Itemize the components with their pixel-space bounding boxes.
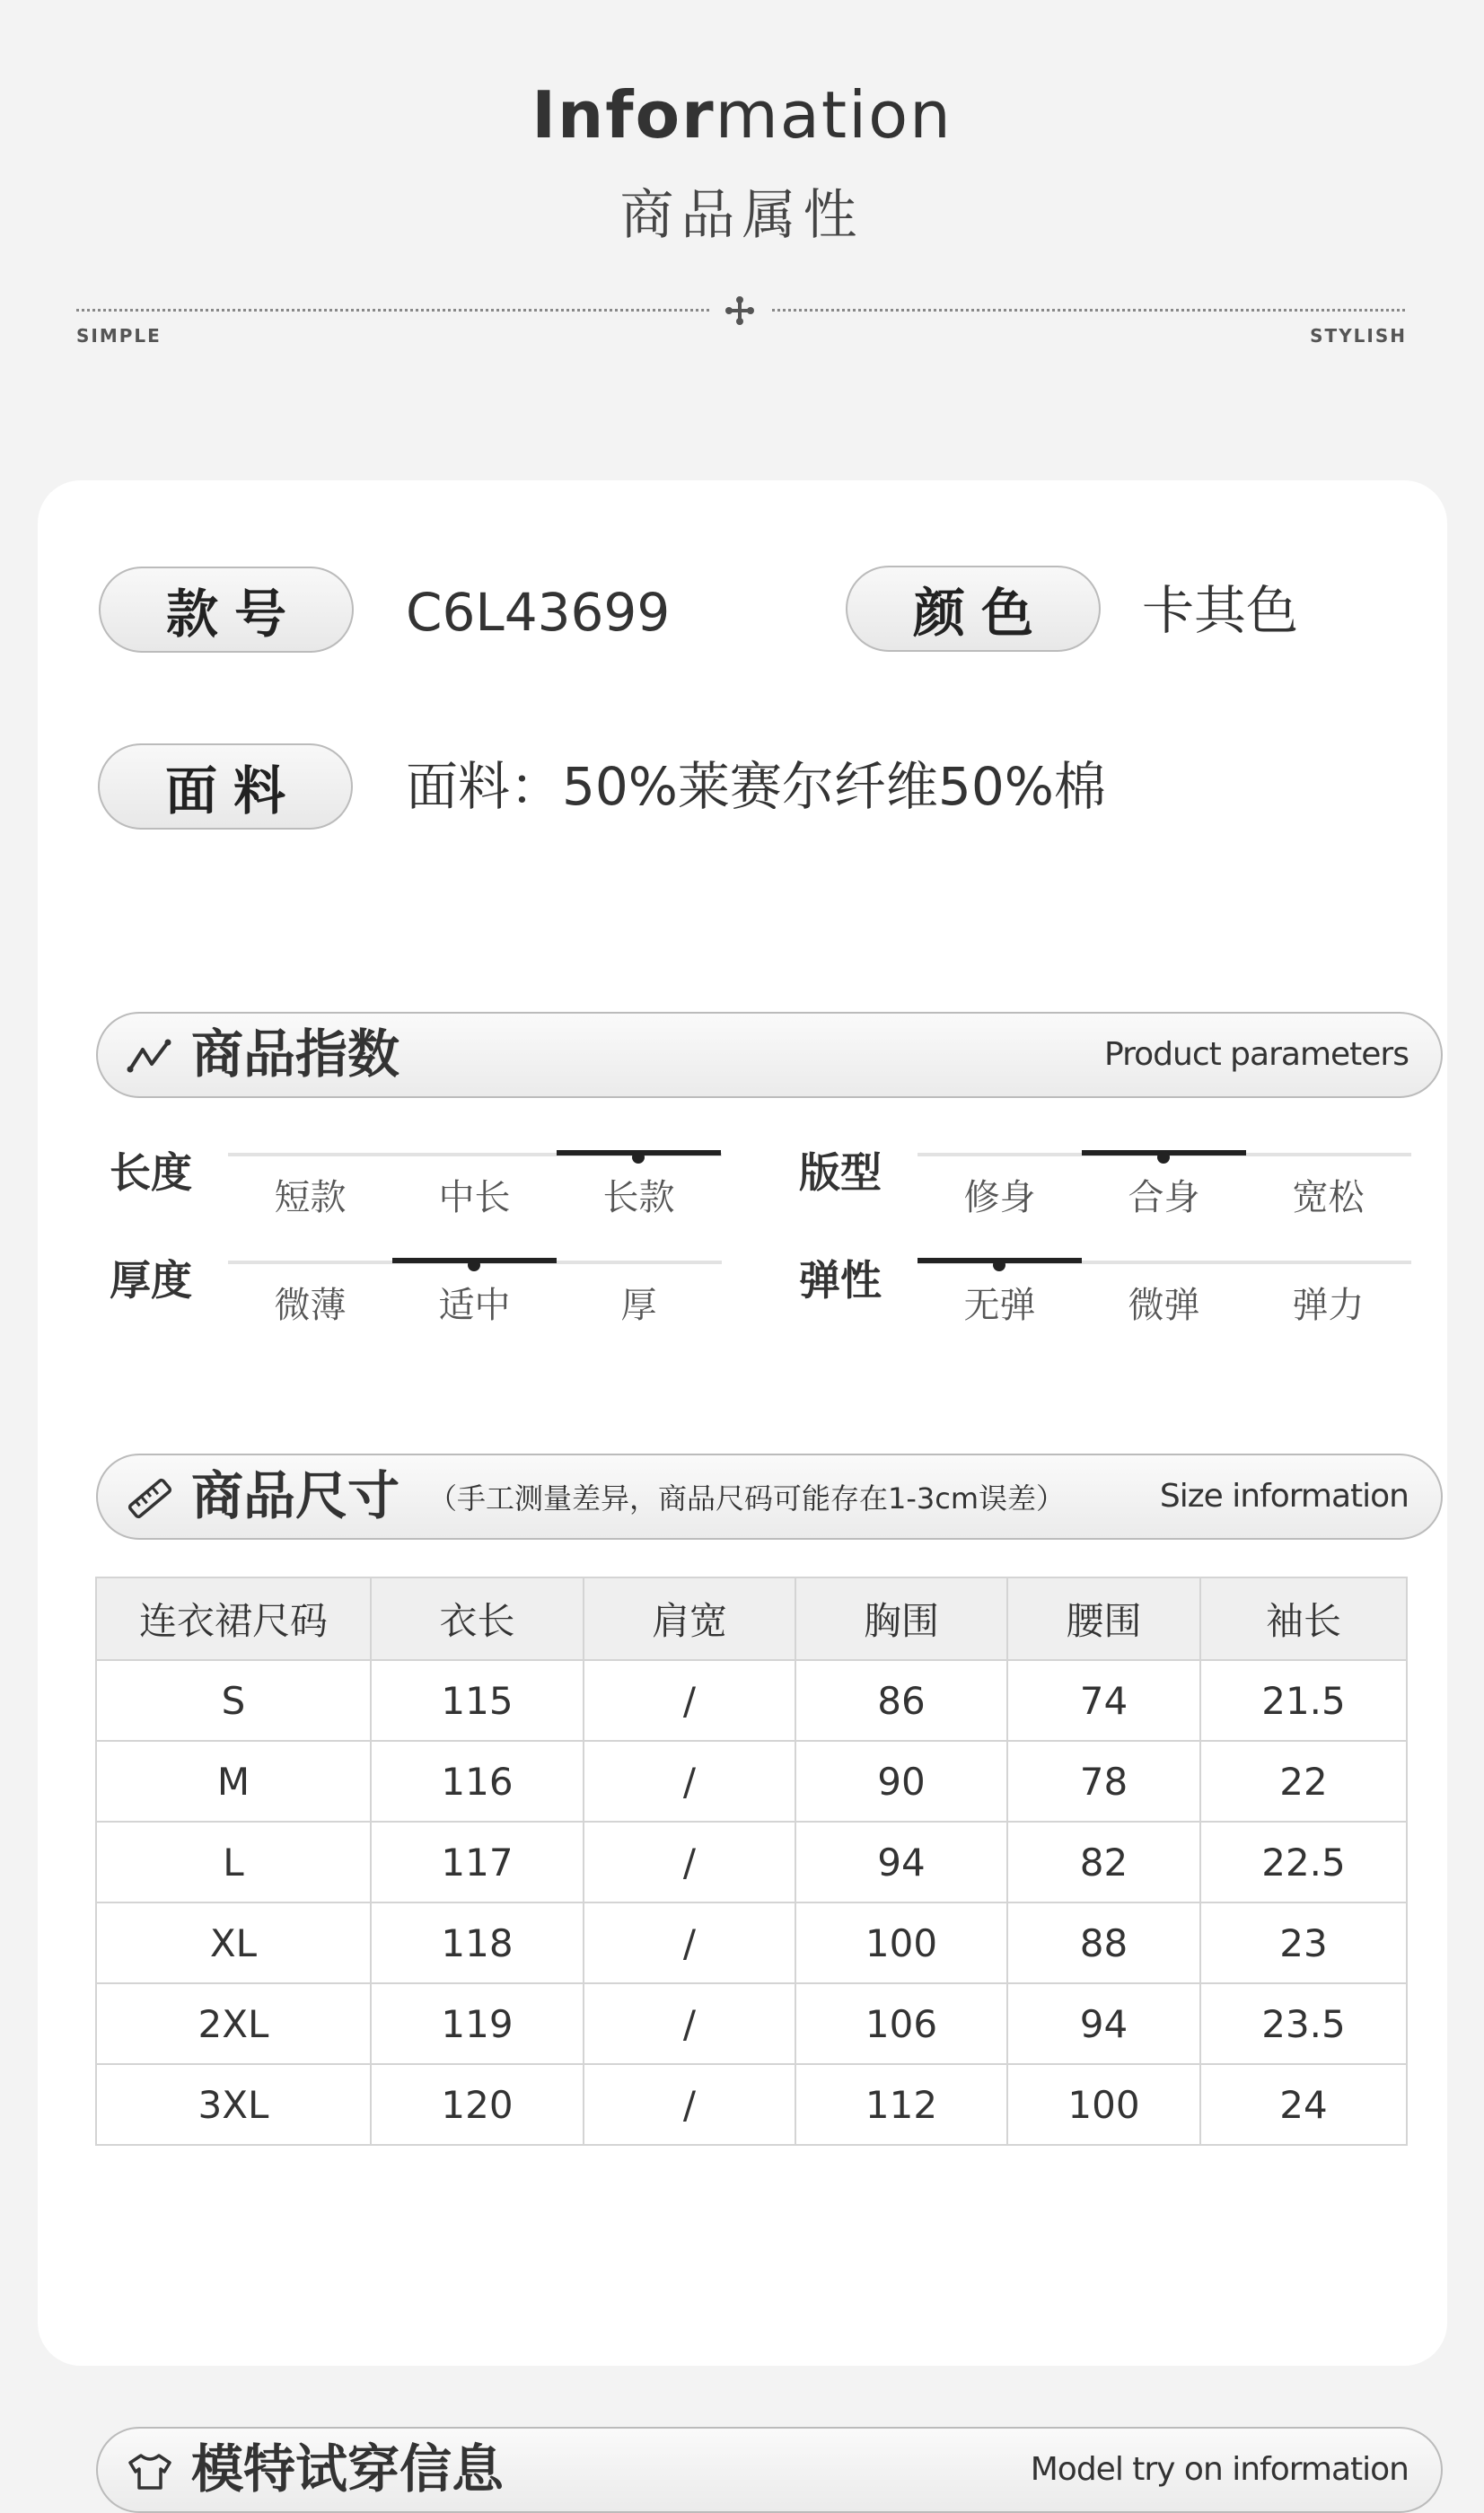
divider-right — [772, 309, 1405, 312]
table-cell: / — [584, 1741, 795, 1822]
table-row — [96, 2064, 1407, 2145]
length-option-label: 短款 — [274, 1177, 347, 1218]
fit-label: 版型 — [799, 1148, 882, 1197]
style-number-label: 款号 — [99, 567, 354, 653]
tshirt-icon — [127, 2452, 173, 2491]
table-cell: 23 — [1200, 1902, 1407, 1983]
thickness-scale — [228, 1261, 722, 1332]
table-cell: 94 — [795, 1822, 1007, 1902]
elasticity-option — [1246, 1261, 1410, 1332]
divider-left — [76, 309, 709, 312]
table-cell: 116 — [371, 1741, 584, 1822]
elasticity-scale — [918, 1261, 1411, 1332]
thickness-option — [557, 1261, 721, 1332]
length-option-label: 中长 — [438, 1177, 511, 1218]
model-info-english: Model try on information — [1030, 2451, 1409, 2488]
style-number-value: C6L43699 — [406, 582, 671, 643]
table-cell: 100 — [795, 1902, 1007, 1983]
length-option — [228, 1153, 392, 1225]
fit-option — [918, 1153, 1082, 1225]
length-option-selected — [557, 1153, 721, 1225]
table-cell: 78 — [1007, 1741, 1200, 1822]
color-label: 颜色 — [846, 566, 1101, 652]
info-title-light: mation — [715, 77, 953, 153]
elasticity-option-label: 弹力 — [1292, 1285, 1365, 1326]
table-cell: 94 — [1007, 1983, 1200, 2064]
product-params-title: 商品指数 — [191, 1024, 400, 1085]
info-title — [0, 77, 1484, 153]
color-value: 卡其色 — [1142, 580, 1299, 641]
table-cell: XL — [96, 1902, 371, 1983]
length-label: 长度 — [110, 1148, 192, 1197]
length-option — [392, 1153, 557, 1225]
table-cell: M — [96, 1741, 371, 1822]
ruler-icon — [127, 1479, 173, 1518]
stylish-tag: STYLISH — [1310, 325, 1407, 347]
fit-option-label: 宽松 — [1292, 1177, 1365, 1218]
size-info-note: （手工测量差异，商品尺码可能存在1-3cm误差） — [428, 1481, 1066, 1516]
table-cell: 117 — [371, 1822, 584, 1902]
table-cell: 86 — [795, 1660, 1007, 1741]
move-cross-icon — [723, 294, 757, 328]
table-cell: 100 — [1007, 2064, 1200, 2145]
table-cell: / — [584, 1822, 795, 1902]
table-cell: 115 — [371, 1660, 584, 1741]
table-row — [96, 1983, 1407, 2064]
info-title-bold: Infor — [531, 77, 716, 153]
table-cell: 74 — [1007, 1660, 1200, 1741]
length-option-label: 长款 — [602, 1177, 675, 1218]
fit-scale — [918, 1153, 1411, 1225]
thickness-option-label: 适中 — [438, 1285, 511, 1326]
table-cell: 106 — [795, 1983, 1007, 2064]
table-cell: 82 — [1007, 1822, 1200, 1902]
table-cell: 119 — [371, 1983, 584, 2064]
table-cell: 118 — [371, 1902, 584, 1983]
size-info-header — [96, 1454, 1443, 1540]
header-shoulder: 肩宽 — [584, 1577, 795, 1660]
table-row — [96, 1660, 1407, 1741]
fabric-label: 面料 — [98, 743, 353, 830]
table-cell: 112 — [795, 2064, 1007, 2145]
table-row — [96, 1741, 1407, 1822]
size-table — [95, 1577, 1408, 2146]
fabric-value: 面料：50%莱赛尔纤维50%棉 — [406, 756, 1106, 817]
table-cell: / — [584, 2064, 795, 2145]
size-info-english: Size information — [1159, 1478, 1409, 1515]
table-row — [96, 1822, 1407, 1902]
fit-option-label: 修身 — [963, 1177, 1036, 1218]
table-cell: 88 — [1007, 1902, 1200, 1983]
table-cell: / — [584, 1983, 795, 2064]
model-info-title: 模特试穿信息 — [191, 2438, 505, 2500]
table-row — [96, 1902, 1407, 1983]
thickness-option-label: 厚 — [620, 1285, 657, 1326]
table-cell: / — [584, 1902, 795, 1983]
table-cell: 90 — [795, 1741, 1007, 1822]
simple-tag: SIMPLE — [76, 325, 162, 347]
elasticity-label: 弹性 — [799, 1256, 882, 1305]
fit-option — [1246, 1153, 1410, 1225]
table-cell: 24 — [1200, 2064, 1407, 2145]
table-cell: 3XL — [96, 2064, 371, 2145]
table-cell: 120 — [371, 2064, 584, 2145]
table-cell: 22.5 — [1200, 1822, 1407, 1902]
fit-option-label: 合身 — [1128, 1177, 1200, 1218]
elasticity-option-label: 微弹 — [1128, 1285, 1200, 1326]
info-subtitle: 商品属性 — [619, 184, 865, 247]
size-info-title: 商品尺寸 — [191, 1465, 400, 1526]
table-cell: 22 — [1200, 1741, 1407, 1822]
product-params-english: Product parameters — [1104, 1036, 1409, 1073]
thickness-option — [228, 1261, 392, 1332]
table-cell: / — [584, 1660, 795, 1741]
thickness-option-selected — [392, 1261, 557, 1332]
table-cell: S — [96, 1660, 371, 1741]
elasticity-option-label: 无弹 — [963, 1285, 1036, 1326]
header-sleeve: 袖长 — [1200, 1577, 1407, 1660]
header-bust: 胸围 — [795, 1577, 1007, 1660]
header-length: 衣长 — [371, 1577, 584, 1660]
header-waist: 腰围 — [1007, 1577, 1200, 1660]
product-params-header — [96, 1012, 1443, 1098]
elasticity-option-selected — [918, 1261, 1082, 1332]
table-cell: 21.5 — [1200, 1660, 1407, 1741]
table-cell: 2XL — [96, 1983, 371, 2064]
model-info-header — [96, 2427, 1443, 2513]
thickness-label: 厚度 — [110, 1256, 192, 1305]
table-cell: 23.5 — [1200, 1983, 1407, 2064]
trend-line-icon — [127, 1037, 173, 1076]
elasticity-option — [1082, 1261, 1246, 1332]
thickness-option-label: 微薄 — [274, 1285, 347, 1326]
table-cell: L — [96, 1822, 371, 1902]
fit-option-selected — [1082, 1153, 1246, 1225]
header-size: 连衣裙尺码 — [96, 1577, 371, 1660]
length-scale — [228, 1153, 722, 1225]
size-table-header-row — [96, 1577, 1407, 1660]
